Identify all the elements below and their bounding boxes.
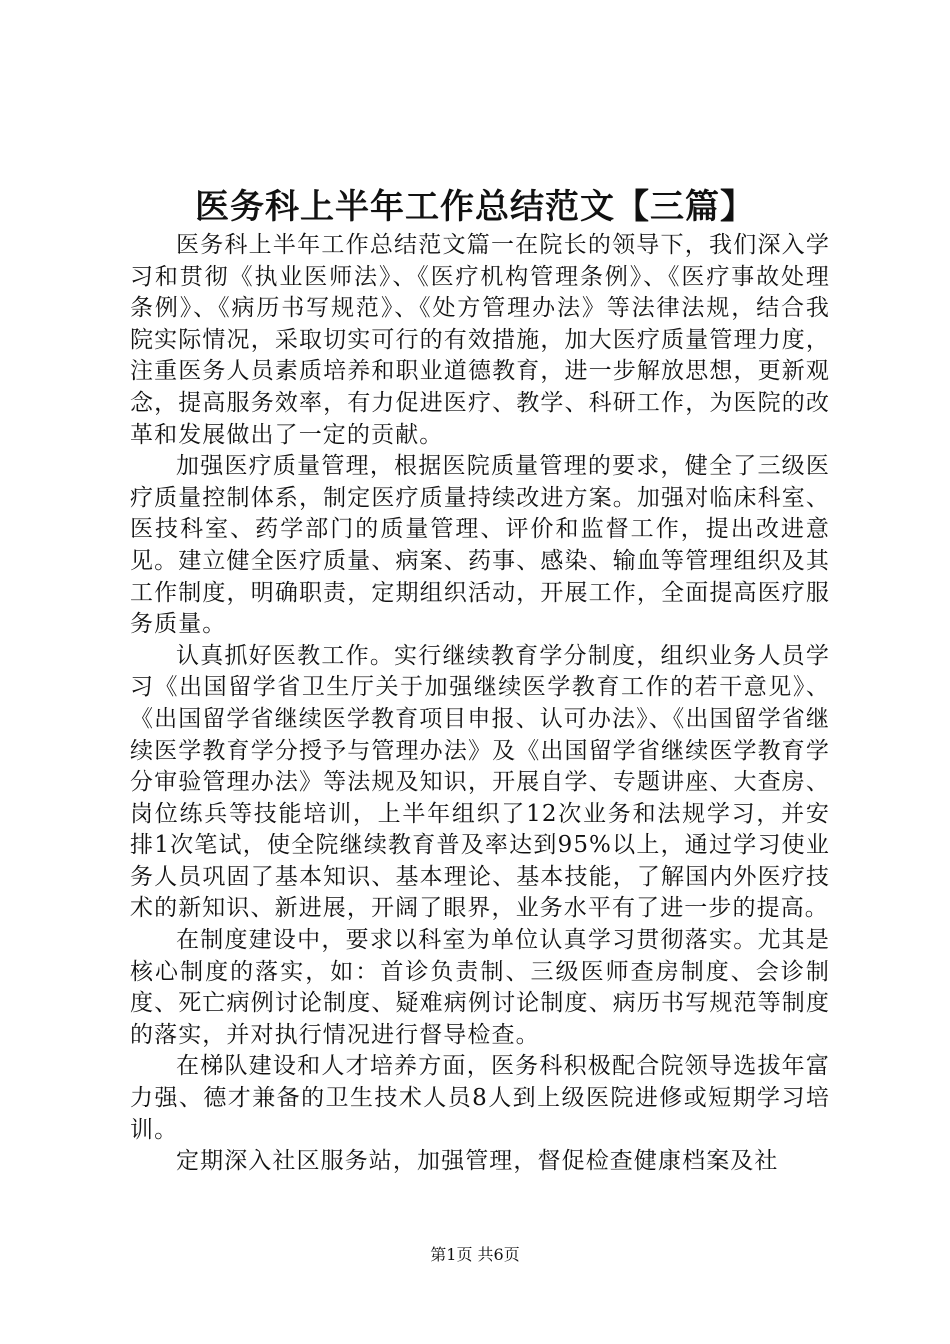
- document-body: [130, 230, 830, 1178]
- paragraph-community-service: 定期深入社区服务站，加强管理，督促检查健康档案及社: [176, 1148, 779, 1175]
- page-number-footer: 第1页 共6页: [430, 1245, 520, 1264]
- paragraph-quality-management: 加强医疗质量管理，根据医院质量管理的要求，健全了三级医疗质量控制体系，制定医疗质量持续改进方案。加强对临床科室、医技科室、药学部门的质量管理、评价和监督工作，提出改进意见。建立健全医疗质量、病案、药事、感染、输血等管理组织及其工作制度，明确职责，定期组织活动，开展工作，全面提高医疗服务质量。: [130, 453, 830, 638]
- paragraph-system-building: 在制度建设中，要求以科室为单位认真学习贯彻落实。尤其是核心制度的落实，如：首诊负责制、三级医师查房制度、会诊制度、死亡病例讨论制度、疑难病例讨论制度、病历书写规范等制度的落实，并对执行情况进行督导检查。: [130, 927, 830, 1048]
- paragraph-intro: 医务科上半年工作总结范文篇一在院长的领导下，我们深入学习和贯彻《执业医师法》、《医疗机构管理条例》、《医疗事故处理条例》、《病历书写规范》、《处方管理办法》等法律法规，结合我院实际情况，采取切实可行的有效措施，加大医疗质量管理力度，注重医务人员素质培养和职业道德教育，进一步解放思想，更新观念，提高服务效率，有力促进医疗、教学、科研工作，为医院的改革和发展做出了一定的贡献。: [130, 232, 830, 448]
- paragraph-medical-education: 认真抓好医教工作。实行继续教育学分制度，组织业务人员学习《出国留学省卫生厅关于加强继续医学教育工作的若干意见》、《出国留学省继续医学教育项目申报、认可办法》、《出国留学省继续医学教育学分授予与管理办法》及《出国留学省继续医学教育学分审验管理办法》等法规及知识，开展自学、专题讲座、大查房、岗位练兵等技能培训，上半年组织了12次业务和法规学习，并安排1次笔试，使全院继续教育普及率达到95%以上，通过学习使业务人员巩固了基本知识、基本理论、基本技能，了解国内外医疗技术的新知识、新进展，开阔了眼界，业务水平有了进一步的提高。: [130, 642, 830, 922]
- paragraph-talent-training: 在梯队建设和人才培养方面，医务科积极配合院领导选拔年富力强、德才兼备的卫生技术人员8人到上级医院进修或短期学习培训。: [130, 1053, 830, 1143]
- document-title: 医务科上半年工作总结范文【三篇】: [195, 187, 755, 227]
